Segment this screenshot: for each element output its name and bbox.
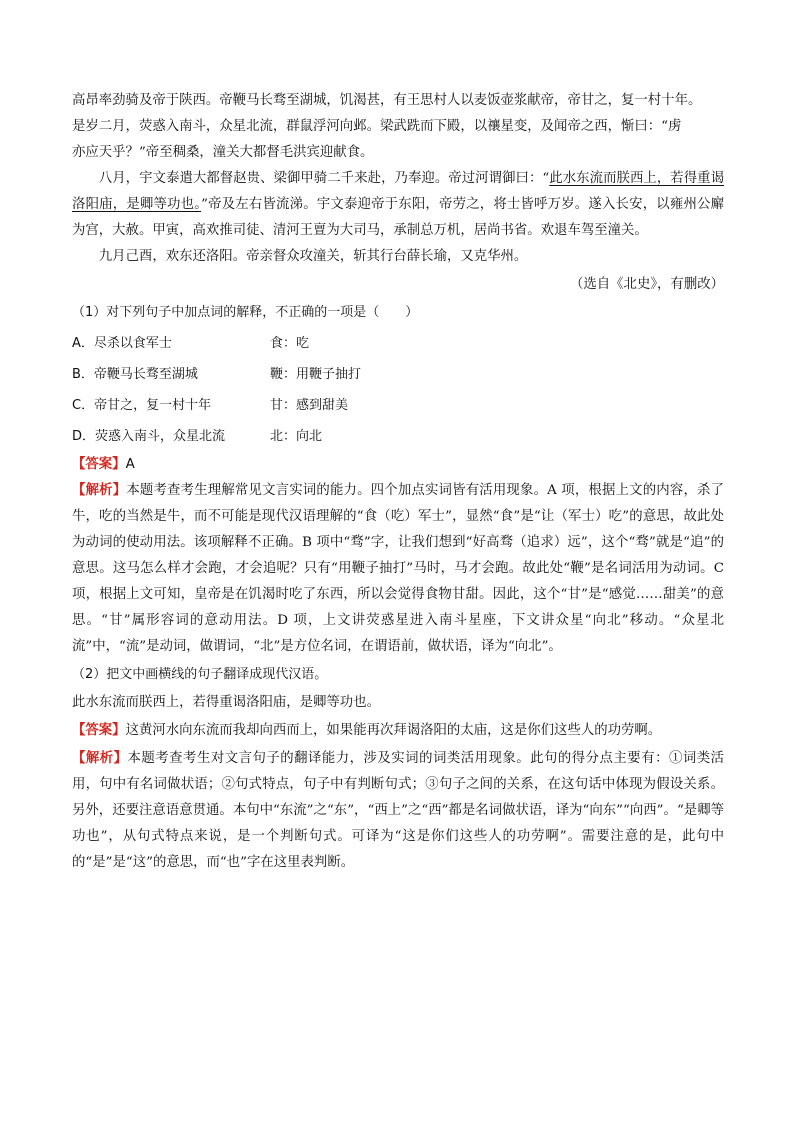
passage-text: 八月，宇文泰遣大都督赵贵、梁御甲骑二千来赴，乃奉迎。帝过河谓御曰：“ [98, 171, 550, 186]
analysis-text: 本题考查考生理解常见文言实词的能力。四个加点实词皆有活用现象。A 项，根据上文的内容，杀了牛，吃的当然是牛，而不可能是现代汉语理解的“食（吃）军士”，显然“食”是“让（军士）吃”的意思，故此处为动词的使动用法。该项解释不正确。B 项中“骛”字，让我们想到“好高骛（追求）远”，这个“骛”就是“追”的意思。这马怎么样才会跑，才会追呢？只有“用鞭子抽打”马时，马才会跑。故此处“鞭”是名词活用为动词。C 项，根据上文可知，皇帝是在饥渴时吃了东西，所以会觉得食物甘甜。因此，这个“甘”是“感觉……甜美”的意思。“甘”属形容词的意动用法。D 项，上文讲荧惑星进入南斗星座，下文讲众星“向北”移动。“众星北流”中，“流”是动词，做谓词，“北”是方位名词，在谓语前，做状语，译为“向北”。 [72, 483, 724, 654]
option-b [72, 359, 724, 390]
passage-line: 高昂率劲骑及帝于陕西。帝鞭马长骛至湖城，饥渴甚，有王思村人以麦饭壶浆献帝，帝甘之，复一村十年。 [72, 93, 702, 108]
passage-paragraph-1 [72, 88, 724, 166]
answer-text: 这黄河水向东流而我却向西而上，如果能再次拜谒洛阳的太庙，这是你们这些人的功劳啊。 [125, 723, 662, 738]
analysis-tag: 【解析】 [72, 751, 128, 766]
analysis-tag: 【解析】 [72, 483, 127, 498]
answer-block [72, 452, 724, 478]
question-1 [72, 298, 724, 660]
passage-line: 是岁二月，荧惑入南斗，众星北流，群鼠浮河向邺。梁武跣而下殿，以禳星变，及闻帝之西，惭曰：“虏 [72, 119, 682, 134]
option-sentence: A．尽杀以食军士 [72, 336, 172, 351]
option-a [72, 328, 724, 359]
document-page [72, 88, 724, 876]
question-2 [72, 660, 724, 876]
underlined-sentence: 此水东流而朕西上，若 [549, 171, 684, 186]
analysis-text: 本题考查考生对文言句子的翻译能力，涉及实词的词类活用现象。此句的得分点主要有：①词类活用，句中有名词做状语；②句式特点，句子中有判断句式；③句子之间的关系，在这句话中体现为假设关系。另外，还要注意语意贯通。本句中“东流”之“东”，“西上”之“西”都是名词做状语，译为“向东”“向西”。“是卿等功也”，从句式特点来说，是一个判断句式。可译为“这是你们这些人的功劳啊”。需要注意的是，此句中的“是”是“这”的意思，而“也”字在这里表判断。 [72, 751, 724, 870]
option-gloss: 食：吃 [270, 336, 310, 351]
option-gloss: 鞭：用鞭子抽打 [270, 367, 362, 382]
answer-tag: 【答案】 [72, 723, 126, 738]
option-sentence: B．帝鞭马长骛至湖城 [72, 367, 198, 382]
analysis-block [72, 746, 724, 876]
passage-paragraph-3: 九月己酉，欢东还洛阳。帝亲督众攻潼关，斩其行台薛长瑜，又克华州。 [98, 249, 528, 264]
passage-line: 亦应天乎？”帝至稠桑，潼关大都督毛洪宾迎献食。 [72, 145, 374, 160]
source-citation: （选自《北史》，有删改） [570, 277, 724, 292]
option-gloss: 北：向北 [270, 429, 323, 444]
option-sentence: C．帝甘之，复一村十年 [72, 398, 212, 413]
analysis-block [72, 478, 724, 660]
question-stem: （2）把文中画横线的句子翻译成现代汉语。 [72, 667, 328, 682]
option-c [72, 390, 724, 421]
question-stem: （1）对下列句子中加点词的解释，不正确的一项是（ ） [72, 305, 419, 320]
answer-text: A [125, 457, 135, 472]
underlined-sentence: 得重谒洛阳庙，是卿等功也。 [72, 171, 725, 212]
option-d [72, 421, 724, 452]
option-gloss: 甘：感到甜美 [270, 398, 349, 413]
quoted-sentence: 此水东流而朕西上，若得重谒洛阳庙，是卿等功也。 [72, 695, 380, 710]
option-sentence: D．荧惑入南斗，众星北流 [72, 429, 226, 444]
passage-text: ”帝及左右皆流涕。宇文泰迎帝于东阳，帝劳之，将士皆呼万岁。遂入长安，以雍州公廨为宫，大赦。甲寅，高欢推司徒、清河王亶为大司马，承制总万机，居尚书省。欢退车驾至潼关。 [72, 197, 724, 238]
answer-tag: 【答案】 [72, 457, 126, 472]
passage-paragraph-2 [72, 166, 724, 244]
answer-block [72, 716, 724, 746]
